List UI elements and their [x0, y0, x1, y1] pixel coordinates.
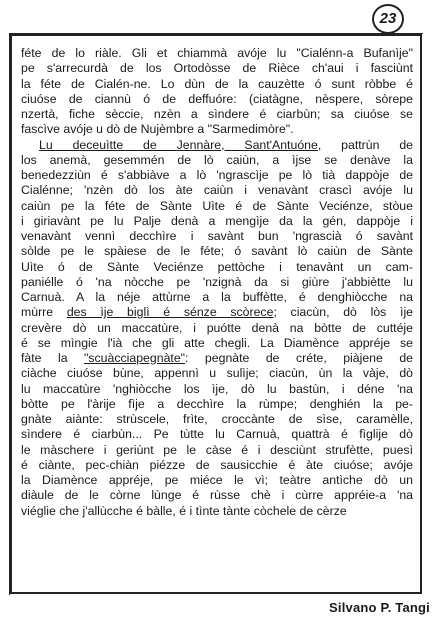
text-line: caiùn pe la féte de Sànte Uìte é de Sànte Veciénze, stòue — [21, 198, 413, 213]
text-line: venavànt vennì decchìre i savànt bun 'ngrascià ó savànt — [21, 229, 413, 243]
story-text — [21, 46, 413, 519]
underlined-phrase: des ìje biglì é sénze scòrece — [66, 305, 274, 320]
text-line: i giriavànt pe lu Palje denà a mengìje da la gén, dappòje i — [21, 213, 413, 228]
underlined-phrase: Lu deceuìtte de Jennàre, Sant'Antuóne, — [39, 137, 322, 152]
text-line: crevère dò un maccatùre, i puótte denà na bòtte de cuttéje — [21, 320, 413, 335]
text-line: féte de lo riàle. Gli et chiammà avóje lu "Cialénn-a Bufanìje" — [21, 46, 413, 60]
text-line: diàule de le còrne lùnge é rùsse chè i cùrre appréie-a 'na — [21, 488, 413, 503]
page-number: 23 — [372, 4, 404, 34]
text-line: fascìve avóje u dò de Nujèmbre a "Sarmedimòre". — [21, 122, 294, 137]
text-line: paniélle ó 'na nòcche pe 'nzignà da si giùre j'abbiètte lu — [21, 274, 413, 289]
text-line: los anemà, gesemmén de lò caiùn, a ìjse se denàve la — [21, 152, 413, 167]
text-line: é se mìngie l'ià che gli atte chegli. La Diamènce appréje se — [21, 335, 413, 350]
text-line: mùrre des ìje biglì é sénze scòrece; ciacùn, dò lòs ìje — [21, 305, 414, 320]
text-line: ciuóse de ciannù ó de deffuóre: (ciatàgne, nèspere, sòrepe — [21, 91, 413, 106]
underlined-phrase: "scuàcciapegnàte" — [84, 351, 186, 365]
text-line: Uìte ó de Sànte Veciénze pettòche i tenavànt un cam- — [21, 259, 413, 274]
text-line: fàte la "scuàcciapegnàte": pegnàte de créte, piàjene de — [21, 351, 413, 365]
text-line: la féte de Cialén-ne. Lo dùn de la cauzètte ó sunt ròbbe é — [21, 76, 413, 91]
text-line: é ciànte, pec-chiàn piézze de sausicchie é àte ciuóse; avóje — [21, 457, 413, 472]
text-line: gnàte aiànte: strùscele, frìte, croccànte de sìse, caramèlle, — [21, 412, 413, 426]
text-line: bòtte pe l'àrije fìje a decchìre la rùmpe; denghién la pe- — [21, 396, 413, 411]
author-signature: Silvano P. Tangi — [329, 600, 430, 615]
text-line: sìndere é ciarbùn... Pe tùtte lu Carnuà, quattrà é fìglije dò — [21, 427, 413, 442]
text-line: le màschere i geriùnt pe le càse é i desciùnt strufètte, puesì — [21, 442, 413, 457]
text-line: ciàche ciuóse bùne, appennì u sulìje; ciacùn, ùn la vàje, dò — [21, 366, 413, 381]
text-line: Lu deceuìtte de Jennàre, Sant'Antuóne, pattrùn de — [39, 137, 413, 152]
text-line: viéglie che j'allùcche é bàlle, é i tìnte tànte còchele de cèrze — [21, 503, 347, 518]
text-frame — [10, 34, 422, 594]
text-line: lu maccatùre 'nghiòcche los ìje, dò lu bastùn, i déne 'na — [21, 381, 413, 396]
text-line: nzertà, fiche sèccie, nzèn a sìndere é ciarbùn; sa ciuóse se — [21, 107, 413, 121]
text-line: sòlde pe le spàiese de le féte; ó savànt lò caiùn de Sànte — [21, 244, 413, 259]
text-line: Carnuà. A la néje attùrne a la buffètte, é denghiòcche na — [21, 290, 413, 304]
text-line: benedezziùn é s'abbiàve a lò 'ngrascìje pe lò tià dappòje de — [21, 168, 413, 182]
text-line: pe s'arrecurdà de los Ortodòsse de Rièce ch'aui i fasciùnt — [21, 61, 413, 76]
text-line: Cialénne; 'nzèn dò los àte caiùn i venavànt crascì avóje lu — [21, 183, 413, 198]
text-line: la Diamènce appréje, pe miéce le vì; teàtre antìche dò un — [21, 473, 413, 487]
